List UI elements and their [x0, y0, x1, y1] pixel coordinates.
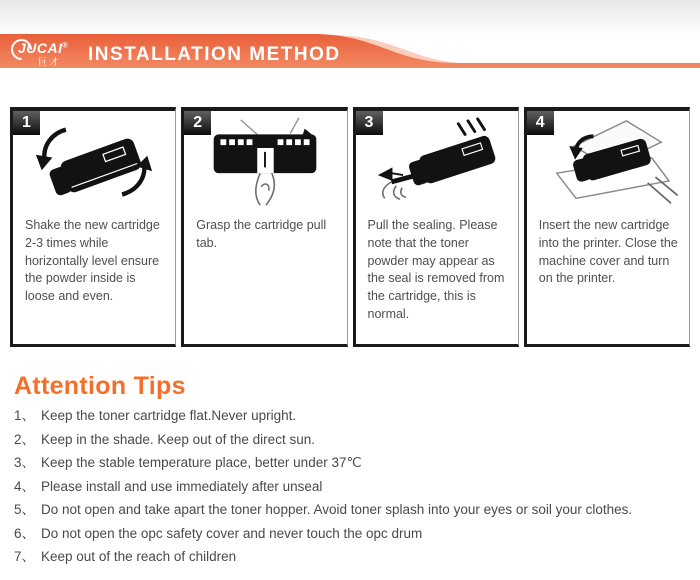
tip-number: 4、 — [14, 478, 36, 494]
cartridge-pull-tab-icon — [190, 117, 340, 209]
step-number-badge — [184, 111, 211, 135]
tip-text: Keep in the shade. Keep out of the direct sun. — [41, 431, 315, 447]
registered-mark: ® — [62, 42, 69, 50]
step-number: 4 — [535, 114, 545, 131]
tip-item — [14, 549, 690, 565]
tip-text: Do not open and take apart the toner hopper. Avoid toner splash into your eyes or soil your clothes. — [41, 502, 633, 517]
steps-row — [10, 107, 690, 347]
page-title: INSTALLATION METHOD — [88, 44, 341, 65]
logo-brand-name: JUCAI — [18, 40, 63, 56]
step-caption: Shake the new cartridge 2-3 times while horizontally level ensure the powder inside is loose and even. — [25, 218, 160, 303]
tip-number: 2、 — [14, 431, 36, 447]
step-number-badge — [527, 111, 554, 135]
cartridge-shake-icon — [19, 117, 169, 209]
tip-number: 7、 — [14, 549, 36, 564]
tip-number: 6、 — [14, 525, 36, 541]
tip-text: Keep the stable temperature place, better under 37℃ — [41, 455, 362, 470]
cartridge-insert-printer-icon — [533, 117, 683, 209]
tip-item — [14, 479, 690, 495]
tip-number: 1、 — [14, 408, 36, 423]
step-panel-1 — [10, 107, 176, 347]
step-panel-3 — [353, 107, 519, 347]
tip-text: Please install and use immediately after unseal — [41, 478, 323, 494]
tip-item — [14, 432, 690, 448]
logo-brand-chinese: 巨才 — [38, 57, 63, 67]
tip-number: 3、 — [14, 455, 36, 470]
step-number: 3 — [364, 114, 374, 131]
step-number-badge — [13, 111, 40, 135]
step-caption: Insert the new cartridge into the printer. Close the machine cover and turn on the printer. — [538, 218, 678, 286]
step-panel-4 — [524, 107, 690, 347]
top-gradient-strip — [0, 0, 700, 36]
tip-text: Keep the toner cartridge flat.Never upright. — [41, 408, 297, 423]
brand-logo — [16, 39, 94, 69]
tip-item — [14, 408, 690, 424]
attention-tips-heading: Attention Tips — [14, 372, 186, 400]
tip-item — [14, 455, 690, 471]
logo-brand-text — [18, 40, 68, 56]
tip-number: 5、 — [14, 502, 36, 517]
tip-text: Do not open the opc safety cover and never touch the opc drum — [41, 525, 423, 541]
step-number-badge — [356, 111, 383, 135]
step-number: 1 — [22, 114, 31, 131]
step-number: 2 — [193, 114, 203, 131]
step-caption: Pull the sealing. Please note that the toner powder may appear as the seal is removed from the cartridge, this is normal. — [367, 218, 505, 321]
step-caption: Grasp the cartridge pull tab. — [196, 218, 327, 250]
step-panel-2 — [181, 107, 347, 347]
attention-tips-list — [14, 408, 690, 573]
cartridge-pull-seal-icon — [362, 117, 512, 209]
tip-item — [14, 502, 690, 518]
tip-text: Keep out of the reach of children — [41, 549, 237, 564]
tip-item — [14, 526, 690, 542]
